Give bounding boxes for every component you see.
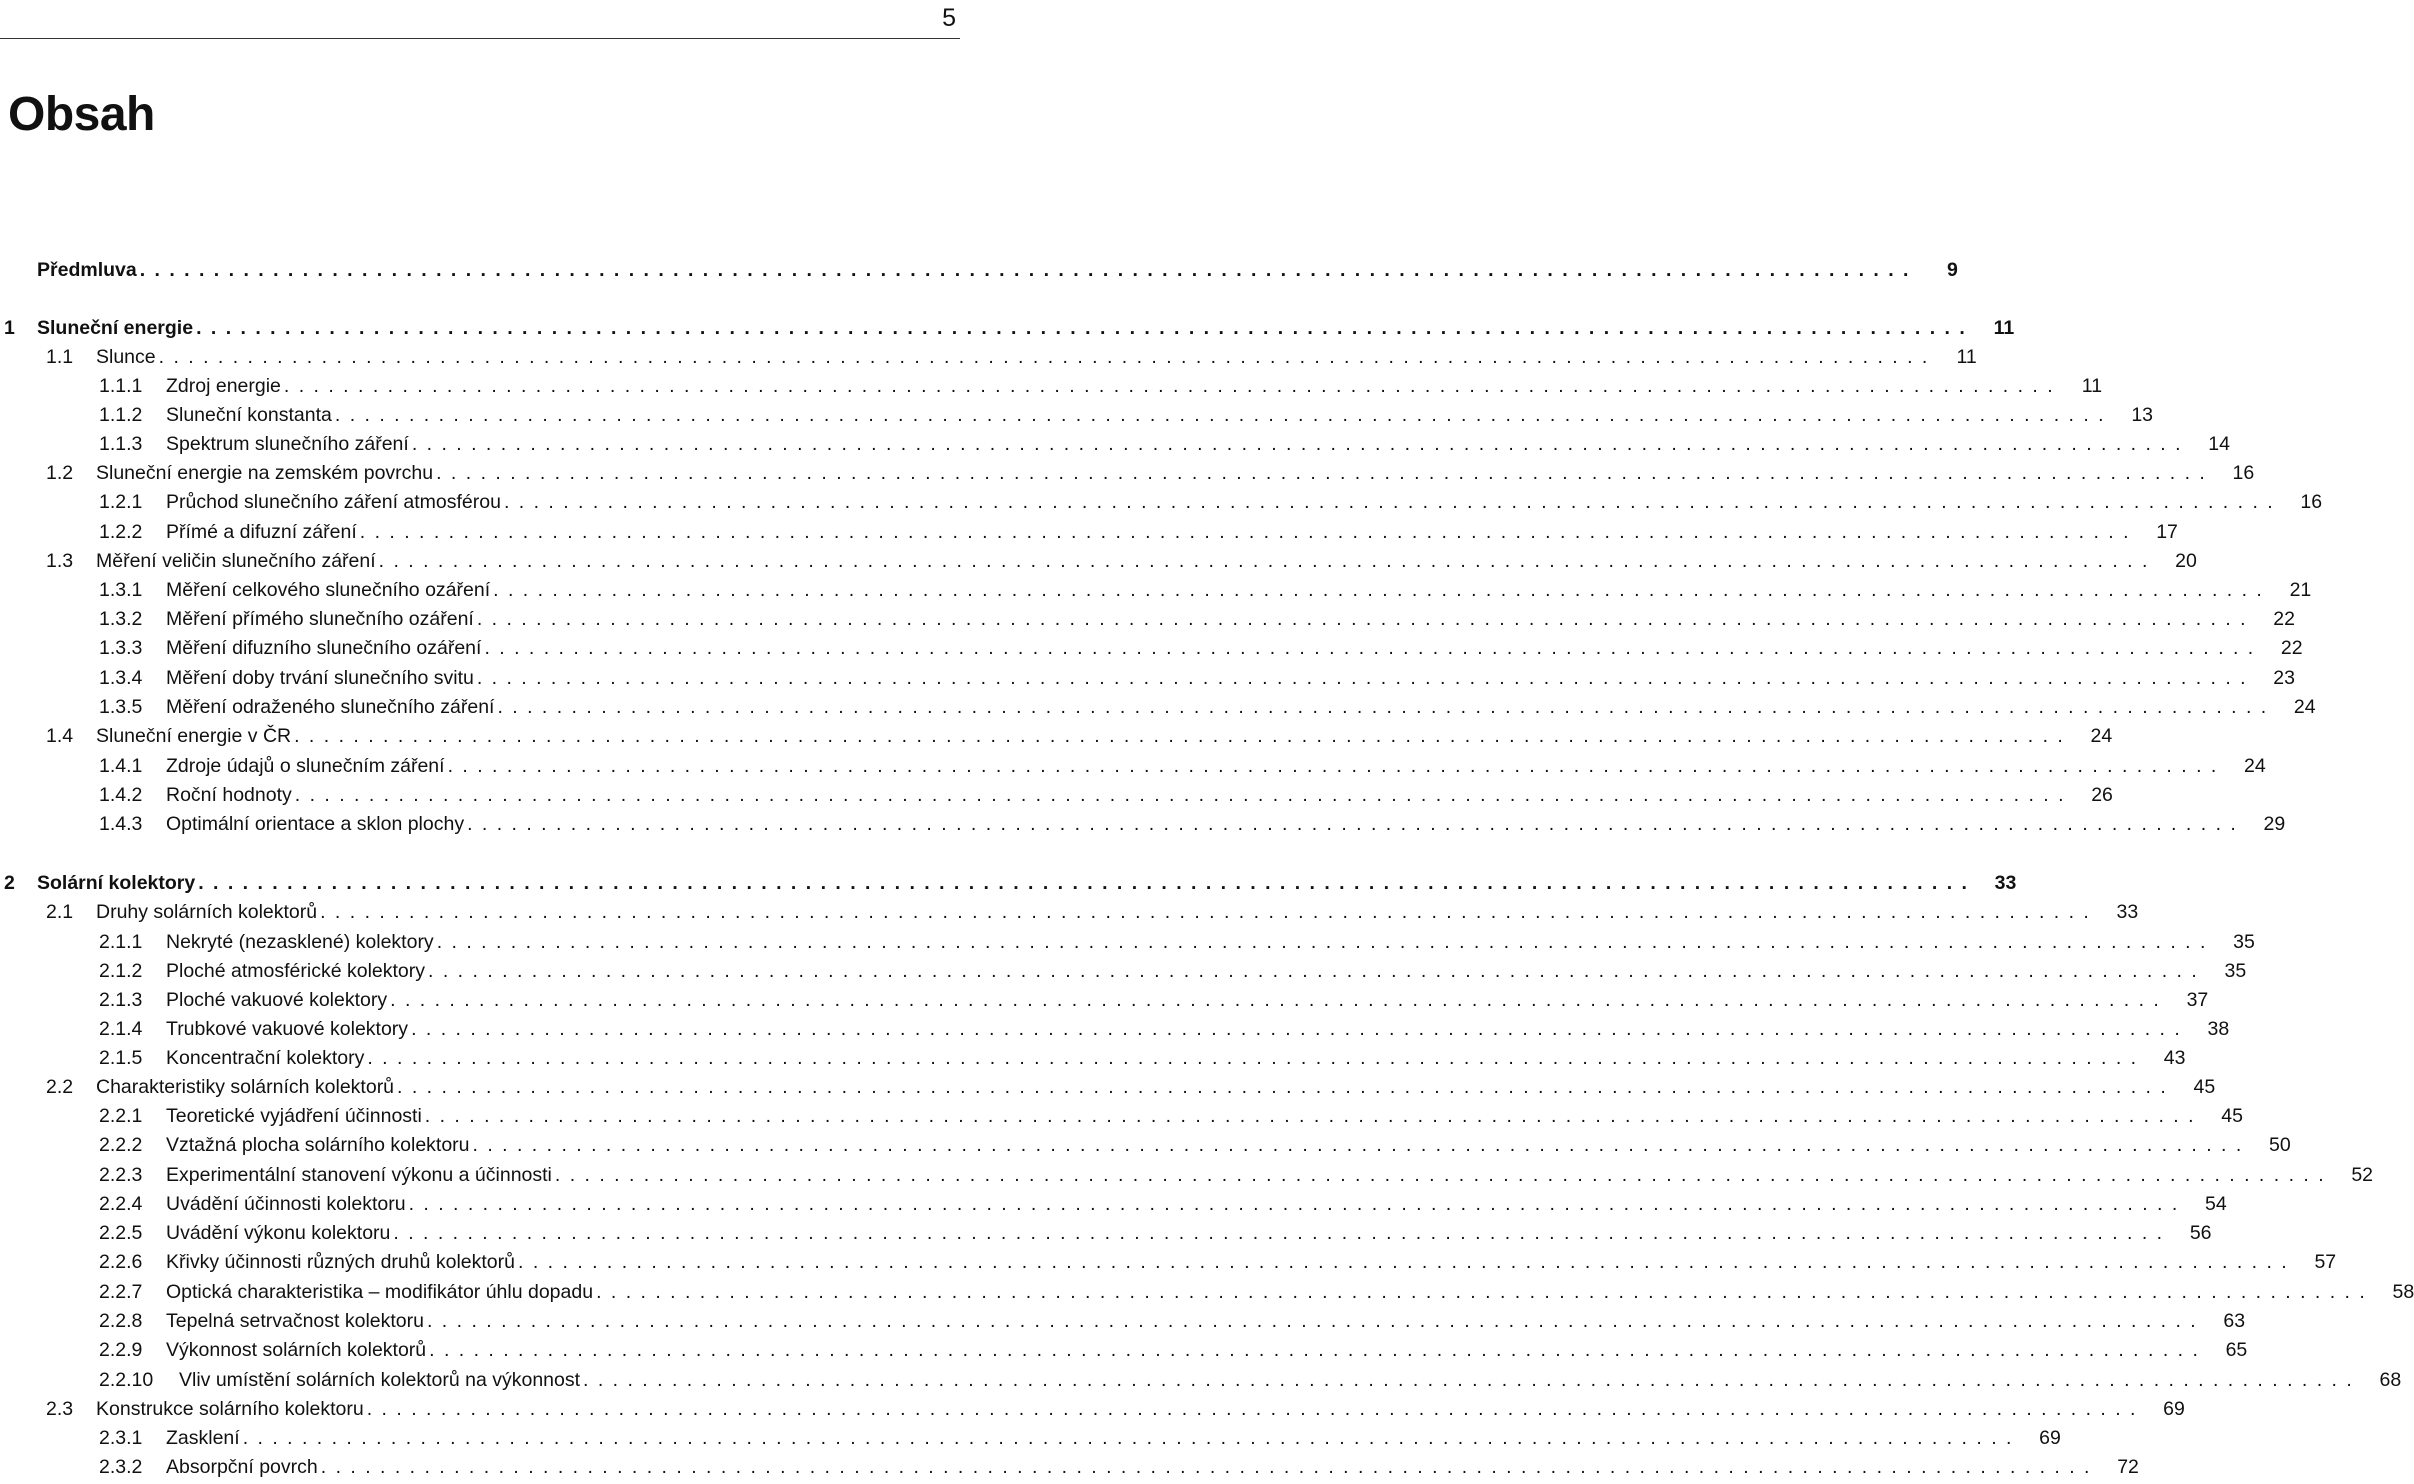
- toc-entry-page: 29: [2263, 813, 2286, 835]
- toc-entry-title: Měření doby trvání slunečního svitu: [166, 667, 474, 689]
- toc-entry-title: Spektrum slunečního záření: [166, 433, 409, 455]
- dot-leader: ........................................................................................................................: [467, 813, 2246, 835]
- toc-entry[interactable]: [0, 664, 2295, 693]
- toc-entry-title: Tepelná setrvačnost kolektoru: [166, 1310, 424, 1332]
- toc-entry-number: 2.3.1: [99, 1427, 143, 1449]
- toc-entry-title: Sluneční energie na zemském povrchu: [96, 462, 434, 484]
- toc-entry-page: 50: [2268, 1134, 2291, 1156]
- toc-entry-page: 23: [2273, 667, 2295, 689]
- toc-entry-title: Ploché atmosférické kolektory: [166, 960, 426, 982]
- toc-entry-title: Vliv umístění solárních kolektorů na výkonnost: [179, 1369, 581, 1391]
- toc-entry-number: 1.4: [46, 725, 74, 747]
- dot-leader: ........................................................................................................................: [359, 521, 2138, 543]
- toc-entry-number: 2.1.3: [99, 989, 143, 1011]
- toc-entry[interactable]: [0, 1044, 2186, 1073]
- toc-entry-title: Slunce: [96, 346, 156, 368]
- toc-entry[interactable]: [0, 1248, 2337, 1277]
- toc-entry[interactable]: [0, 518, 2178, 547]
- dot-leader: ........................................................................................................................: [411, 1018, 2190, 1040]
- toc-entry-number: 1.4.2: [99, 784, 143, 806]
- toc-entry-title: Zasklení: [166, 1427, 240, 1449]
- toc-entry-title: Sluneční konstanta: [166, 404, 332, 426]
- toc-entry-page: 43: [2163, 1047, 2186, 1069]
- toc-entry[interactable]: [0, 1307, 2246, 1336]
- toc-entry[interactable]: [0, 256, 1958, 285]
- toc-entry-number: 1.4.3: [99, 813, 143, 835]
- toc-entry-page: 14: [2208, 433, 2230, 455]
- dot-leader: ........................................................................................................................: [484, 637, 2263, 659]
- toc-entry-page: 21: [2289, 579, 2312, 601]
- toc-entry[interactable]: [0, 1102, 2243, 1131]
- toc-entry-number: 1.3: [46, 550, 74, 572]
- page-title: Obsah: [8, 88, 155, 141]
- toc-entry-page: 13: [2131, 404, 2154, 426]
- toc-entry[interactable]: [0, 634, 2303, 663]
- toc-entry-page: 11: [1993, 317, 2015, 339]
- toc-entry-title: Křivky účinnosti různých druhů kolektorů: [166, 1251, 515, 1273]
- dot-leader: ........................................................................................................................: [242, 1427, 2021, 1449]
- toc-entry-title: Přímé a difuzní záření: [166, 521, 357, 543]
- toc-entry[interactable]: [0, 1190, 2227, 1219]
- toc-entry-page: 63: [2223, 1310, 2246, 1332]
- toc-entry-page: 56: [2189, 1222, 2212, 1244]
- toc-entry-title: Teoretické vyjádření účinnosti: [166, 1105, 422, 1127]
- toc-entry[interactable]: [0, 401, 2154, 430]
- toc-entry-number: 2.2.1: [99, 1105, 143, 1127]
- toc-entry-number: 2.2: [46, 1076, 74, 1098]
- toc-entry-title: Vztažná plocha solárního kolektoru: [166, 1134, 470, 1156]
- dot-leader: ........................................................................................................................: [554, 1164, 2334, 1186]
- dot-leader: ........................................................................................................................: [426, 1310, 2206, 1332]
- toc-entry-page: 20: [2175, 550, 2197, 572]
- toc-entry-title: Měření odraženého slunečního záření: [166, 696, 495, 718]
- toc-entry-page: 24: [2293, 696, 2316, 718]
- toc-entry-title: Koncentrační kolektory: [166, 1047, 365, 1069]
- toc-entry-page: 16: [2300, 491, 2323, 513]
- toc-entry-number: 1: [4, 317, 15, 339]
- toc-entry-number: 1.3.1: [99, 579, 143, 601]
- dot-leader: ........................................................................................................................: [393, 1222, 2172, 1244]
- dot-leader: ........................................................................................................................: [397, 1076, 2176, 1098]
- toc-entry[interactable]: [0, 693, 2316, 722]
- toc-entry-number: 1.1.1: [99, 375, 143, 397]
- toc-entry[interactable]: [0, 1161, 2374, 1190]
- toc-entry-number: 2.2.3: [99, 1164, 143, 1186]
- dot-leader: ........................................................................................................................: [411, 433, 2190, 455]
- toc-entry-page: 72: [2117, 1456, 2139, 1478]
- toc-entry-page: 69: [2039, 1427, 2061, 1449]
- toc-entry-page: 68: [2379, 1369, 2402, 1391]
- toc-entry-number: 2.1.5: [99, 1047, 143, 1069]
- toc-entry-page: 37: [2186, 989, 2209, 1011]
- toc-entry-title: Optimální orientace a sklon plochy: [166, 813, 465, 835]
- toc-entry[interactable]: [0, 1453, 2139, 1482]
- dot-leader: ........................................................................................................................: [294, 725, 2073, 747]
- toc-entry-page: 45: [2193, 1076, 2216, 1098]
- toc-entry-number: 1.2.2: [99, 521, 143, 543]
- dot-leader: ........................................................................................................................: [367, 1047, 2146, 1069]
- dot-leader: ........................................................................................................................: [436, 462, 2215, 484]
- dot-leader: ........................................................................................................................: [283, 375, 2063, 397]
- toc-entry-title: Druhy solárních kolektorů: [96, 901, 318, 923]
- toc-entry-number: 2.2.8: [99, 1310, 143, 1332]
- dot-leader: ........................................................................................................................: [196, 317, 1975, 339]
- dot-leader: ........................................................................................................................: [497, 696, 2276, 718]
- dot-leader: ........................................................................................................................: [583, 1369, 2362, 1391]
- toc-entry-page: 58: [2392, 1281, 2414, 1303]
- toc-entry[interactable]: [0, 1131, 2291, 1160]
- dot-leader: ........................................................................................................................: [158, 346, 1937, 368]
- page-number: 5: [942, 4, 956, 32]
- toc-entry-page: 17: [2156, 521, 2178, 543]
- toc-entry[interactable]: [0, 430, 2230, 459]
- toc-entry-title: Trubkové vakuové kolektory: [166, 1018, 409, 1040]
- toc-entry-title: Roční hodnoty: [166, 784, 292, 806]
- dot-leader: ........................................................................................................................: [476, 667, 2255, 689]
- toc-entry-page: 16: [2232, 462, 2255, 484]
- dot-leader: ........................................................................................................................: [378, 550, 2157, 572]
- toc-entry-title: Konstrukce solárního kolektoru: [96, 1398, 364, 1420]
- toc-entry[interactable]: [0, 547, 2197, 576]
- toc-entry-page: 9: [1947, 259, 1958, 281]
- dot-leader: ........................................................................................................................: [447, 755, 2226, 777]
- toc-entry-number: 2.2.9: [99, 1339, 143, 1361]
- dot-leader: ........................................................................................................................: [334, 404, 2114, 426]
- toc-entry-title: Měření difuzního slunečního ozáření: [166, 637, 482, 659]
- toc-entry-page: 24: [2090, 725, 2113, 747]
- toc-entry[interactable]: [0, 752, 2266, 781]
- dot-leader: ........................................................................................................................: [503, 491, 2283, 513]
- dot-leader: ........................................................................................................................: [139, 259, 1918, 281]
- toc-entry[interactable]: [0, 810, 2286, 839]
- toc-entry-title: Solární kolektory: [37, 872, 196, 894]
- toc-entry-number: 1.3.4: [99, 667, 143, 689]
- toc-entry-page: 33: [1994, 872, 2017, 894]
- toc-entry[interactable]: [0, 488, 2323, 517]
- toc-entry[interactable]: [0, 986, 2209, 1015]
- toc-entry[interactable]: [0, 343, 1977, 372]
- dot-leader: ........................................................................................................................: [320, 901, 2099, 923]
- toc-entry[interactable]: [0, 1336, 2248, 1365]
- toc-entry-number: 1.4.1: [99, 755, 143, 777]
- dot-leader: ........................................................................................................................: [518, 1251, 2297, 1273]
- toc-entry[interactable]: [0, 605, 2295, 634]
- toc-entry-number: 1.2: [46, 462, 74, 484]
- toc-entry[interactable]: [0, 1278, 2414, 1307]
- toc-entry-number: 2.1: [46, 901, 74, 923]
- dot-leader: ........................................................................................................................: [428, 960, 2207, 982]
- dot-leader: ........................................................................................................................: [596, 1281, 2375, 1303]
- toc-entry-number: 2.2.10: [99, 1369, 154, 1391]
- toc-entry-number: 2.3: [46, 1398, 74, 1420]
- toc-entry-title: Optická charakteristika – modifikátor úhlu dopadu: [166, 1281, 594, 1303]
- dot-leader: ........................................................................................................................: [198, 872, 1977, 894]
- toc-entry[interactable]: [0, 869, 2017, 898]
- toc-entry-number: 2.3.2: [99, 1456, 143, 1478]
- dot-leader: ........................................................................................................................: [294, 784, 2073, 806]
- toc-entry-title: Ploché vakuové kolektory: [166, 989, 388, 1011]
- toc-entry-title: Výkonnost solárních kolektorů: [166, 1339, 427, 1361]
- toc-entry[interactable]: [0, 898, 2139, 927]
- toc-entry-page: 57: [2314, 1251, 2337, 1273]
- toc-entry[interactable]: [0, 1395, 2185, 1424]
- toc-entry[interactable]: [0, 576, 2312, 605]
- toc-entry-number: 1.3.2: [99, 608, 143, 630]
- toc-entry-page: 54: [2205, 1193, 2227, 1215]
- toc-entry-page: 52: [2351, 1164, 2374, 1186]
- toc-entry-number: 1.1: [46, 346, 74, 368]
- toc-entry-number: 2.2.2: [99, 1134, 143, 1156]
- toc-entry-number: 2.2.4: [99, 1193, 143, 1215]
- dot-leader: ........................................................................................................................: [493, 579, 2272, 601]
- toc-entry-number: 2.2.5: [99, 1222, 143, 1244]
- toc-entry-title: Uvádění účinnosti kolektoru: [166, 1193, 406, 1215]
- toc-entry-title: Charakteristiky solárních kolektorů: [96, 1076, 395, 1098]
- toc-entry[interactable]: [0, 1424, 2061, 1453]
- toc-entry-title: Průchod slunečního záření atmosférou: [166, 491, 501, 513]
- toc-entry[interactable]: [0, 1366, 2402, 1395]
- toc-entry-page: 22: [2280, 637, 2303, 659]
- toc-entry-title: Zdroj energie: [166, 375, 281, 397]
- toc-entry-page: 65: [2225, 1339, 2248, 1361]
- toc-entry-title: Zdroje údajů o slunečním záření: [166, 755, 445, 777]
- toc-entry-number: 2.2.6: [99, 1251, 143, 1273]
- toc-entry[interactable]: [0, 314, 2015, 343]
- toc-entry-number: 2.1.2: [99, 960, 143, 982]
- toc-entry[interactable]: [0, 722, 2113, 751]
- toc-entry-number: 1.1.3: [99, 433, 143, 455]
- toc-entry-title: Uvádění výkonu kolektoru: [166, 1222, 391, 1244]
- dot-leader: ........................................................................................................................: [436, 931, 2215, 953]
- toc-entry-number: 2.1.1: [99, 931, 143, 953]
- dot-leader: ........................................................................................................................: [424, 1105, 2203, 1127]
- toc-entry[interactable]: [0, 372, 2103, 401]
- toc-entry-number: 1.3.3: [99, 637, 143, 659]
- toc-entry-page: 33: [2116, 901, 2139, 923]
- dot-leader: ........................................................................................................................: [472, 1134, 2251, 1156]
- toc-entry[interactable]: [0, 459, 2255, 488]
- toc-entry-number: 2: [4, 872, 15, 894]
- toc-entry-number: 1.2.1: [99, 491, 143, 513]
- toc-entry-page: 26: [2091, 784, 2113, 806]
- dot-leader: ........................................................................................................................: [390, 989, 2169, 1011]
- toc-entry-title: Sluneční energie v ČR: [96, 725, 292, 747]
- dot-leader: ........................................................................................................................: [429, 1339, 2208, 1361]
- dot-leader: ........................................................................................................................: [366, 1398, 2145, 1420]
- toc-entry-title: Experimentální stanovení výkonu a účinnosti: [166, 1164, 552, 1186]
- toc-entry[interactable]: [0, 781, 2113, 810]
- toc-entry-title: Předmluva: [37, 259, 137, 281]
- toc-entry-page: 11: [1956, 346, 1977, 368]
- toc-entry-page: 69: [2163, 1398, 2185, 1420]
- toc-entry-number: 1.3.5: [99, 696, 143, 718]
- toc-entry-title: Měření celkového slunečního ozáření: [166, 579, 491, 601]
- toc-entry-number: 2.1.4: [99, 1018, 143, 1040]
- toc-entry-page: 35: [2233, 931, 2255, 953]
- toc-entry-page: 38: [2207, 1018, 2230, 1040]
- toc-entry-page: 22: [2273, 608, 2295, 630]
- toc-entry[interactable]: [0, 1073, 2216, 1102]
- toc-entry-page: 35: [2224, 960, 2247, 982]
- toc-entry-page: 11: [2081, 375, 2103, 397]
- toc-entry-page: 45: [2221, 1105, 2243, 1127]
- toc-entry[interactable]: [0, 928, 2255, 957]
- toc-entry[interactable]: [0, 957, 2247, 986]
- header-rule: [0, 38, 960, 39]
- toc-entry[interactable]: [0, 1015, 2230, 1044]
- toc-entry-page: 24: [2244, 755, 2266, 777]
- toc-entry[interactable]: [0, 1219, 2212, 1248]
- dot-leader: ........................................................................................................................: [408, 1193, 2187, 1215]
- toc-entry-title: Nekryté (nezasklené) kolektory: [166, 931, 434, 953]
- toc-entry-number: 1.1.2: [99, 404, 143, 426]
- toc-entry-title: Měření přímého slunečního ozáření: [166, 608, 474, 630]
- toc-entry-number: 2.2.7: [99, 1281, 143, 1303]
- toc-entry-title: Sluneční energie: [37, 317, 194, 339]
- toc-entry-title: Měření veličin slunečního záření: [96, 550, 376, 572]
- dot-leader: ........................................................................................................................: [320, 1456, 2099, 1478]
- dot-leader: ........................................................................................................................: [476, 608, 2255, 630]
- toc-entry-title: Absorpční povrch: [166, 1456, 318, 1478]
